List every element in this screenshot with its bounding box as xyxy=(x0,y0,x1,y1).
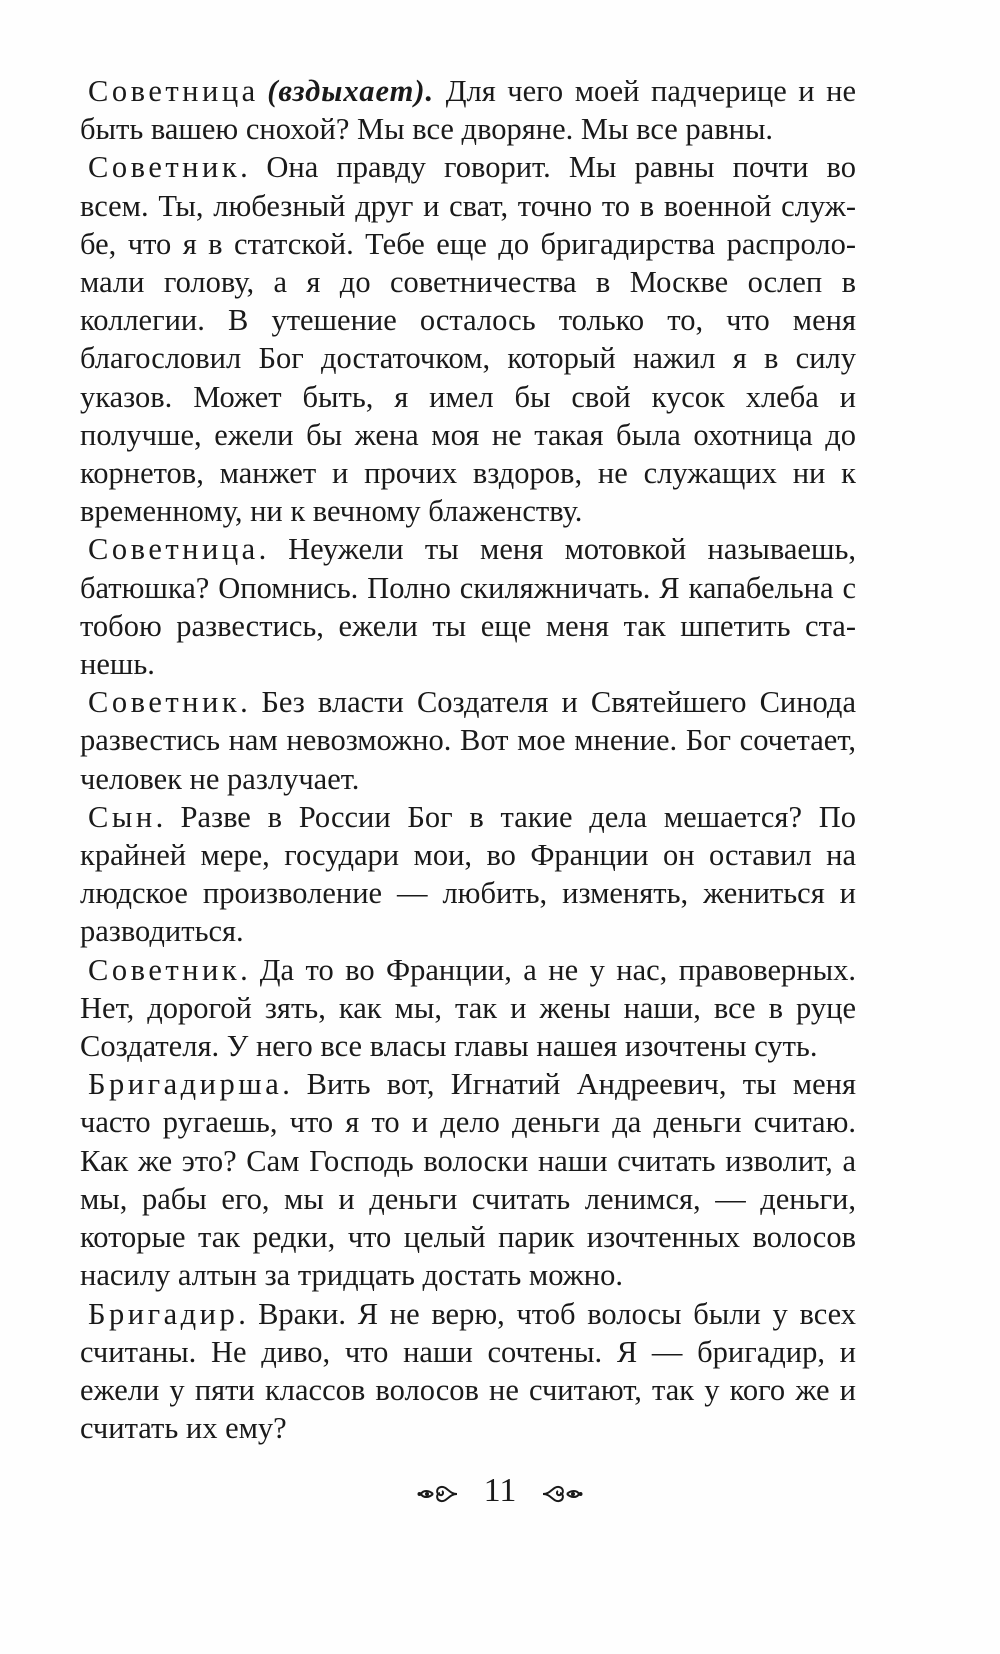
speaker-name: Советник. xyxy=(88,685,252,720)
left-flourish-icon xyxy=(417,1478,459,1504)
page-number: 11 xyxy=(483,1472,517,1510)
speaker-name: Бригадир. xyxy=(88,1296,250,1331)
paragraph-brigadirsha xyxy=(80,1065,856,1294)
stage-direction: (вздыхает). xyxy=(267,74,435,108)
paragraph-text: Неужели ты меня мотовкой называешь, батюшка? Опомнись. Полно скиляжничать. Я капабельна с тобою развестись, ежели ты еще меня так шпетить станешь. xyxy=(80,532,856,682)
paragraph-sovetnik-2 xyxy=(80,683,856,798)
paragraph-text: Для чего моей падчерице и не быть вашею снохой? Мы все дворяне. Мы все равны. xyxy=(80,74,856,147)
speaker-name: Советник. xyxy=(88,150,252,185)
speaker-name: Бригадирша. xyxy=(88,1067,294,1102)
speaker-name: Сын. xyxy=(88,799,167,834)
paragraph-sovetnik-1 xyxy=(80,148,856,530)
paragraph-syn xyxy=(80,798,856,951)
paragraph-brigadir xyxy=(80,1295,856,1448)
paragraph-sovetnik-3 xyxy=(80,951,856,1066)
paragraph-text: Да то во Франции, а не у нас, правоверных. Нет, дорогой зять, как мы, так и жены наши, все в руце Создателя. У него все власы главы нашея изочтены суть. xyxy=(80,952,856,1064)
paragraph-text: Разве в России Бог в такие дела мешается? По крайней мере, государи мои, во Франции он оставил на людское произволение — любить, изменять, жениться и разводиться. xyxy=(80,799,856,949)
paragraph-text: Без власти Создателя и Святейшего Синода развестись нам невозможно. Вот мое мнение. Бог сочетает, человек не разлучает. xyxy=(80,685,856,796)
page-folio xyxy=(0,1470,1000,1510)
paragraph-text: Враки. Я не верю, чтоб волосы были у всех считаны. Не диво, что наши сочтены. Я — бригадир, и ежели у пяти классов волосов не считают, так у кого же и считать их ему? xyxy=(80,1296,856,1446)
body-text xyxy=(80,72,856,1447)
paragraph-text: Вить вот, Игнатий Андреевич, ты меня часто ругаешь, что я то и дело деньги да деньги считаю. Как же это? Сам Господь волоски наши считать изволит, а мы, рабы его, мы и деньги считать ленимся, — деньги, которые так редки, что целый парик изочтенных волосов насилу алтын за тридцать достать можно. xyxy=(80,1067,856,1293)
right-flourish-icon xyxy=(541,1478,583,1504)
speaker-name: Советник. xyxy=(88,952,252,987)
paragraph-sovetnitsa-2 xyxy=(80,530,856,683)
paragraph-sovetnitsa-1 xyxy=(80,72,856,148)
speaker-name: Советница. xyxy=(88,532,270,567)
speaker-name: Советница xyxy=(88,74,259,108)
paragraph-text: Она правду говорит. Мы равны почти во всем. Ты, любезный друг и сват, точно то в военной службе, что я в статской. Тебе еще до бригадирства распроломали голову, а я до советничества в Москве ослеп в коллегии. В утешение осталось только то, что меня благословил Бог достаточком, который нажил я в силу указов. Может быть, я имел бы свой кусок хлеба и получше, ежели бы жена моя не такая была охотница до корнетов, манжет и прочих вздоров, не служащих ни к временному, ни к вечному блаженству. xyxy=(80,150,856,529)
